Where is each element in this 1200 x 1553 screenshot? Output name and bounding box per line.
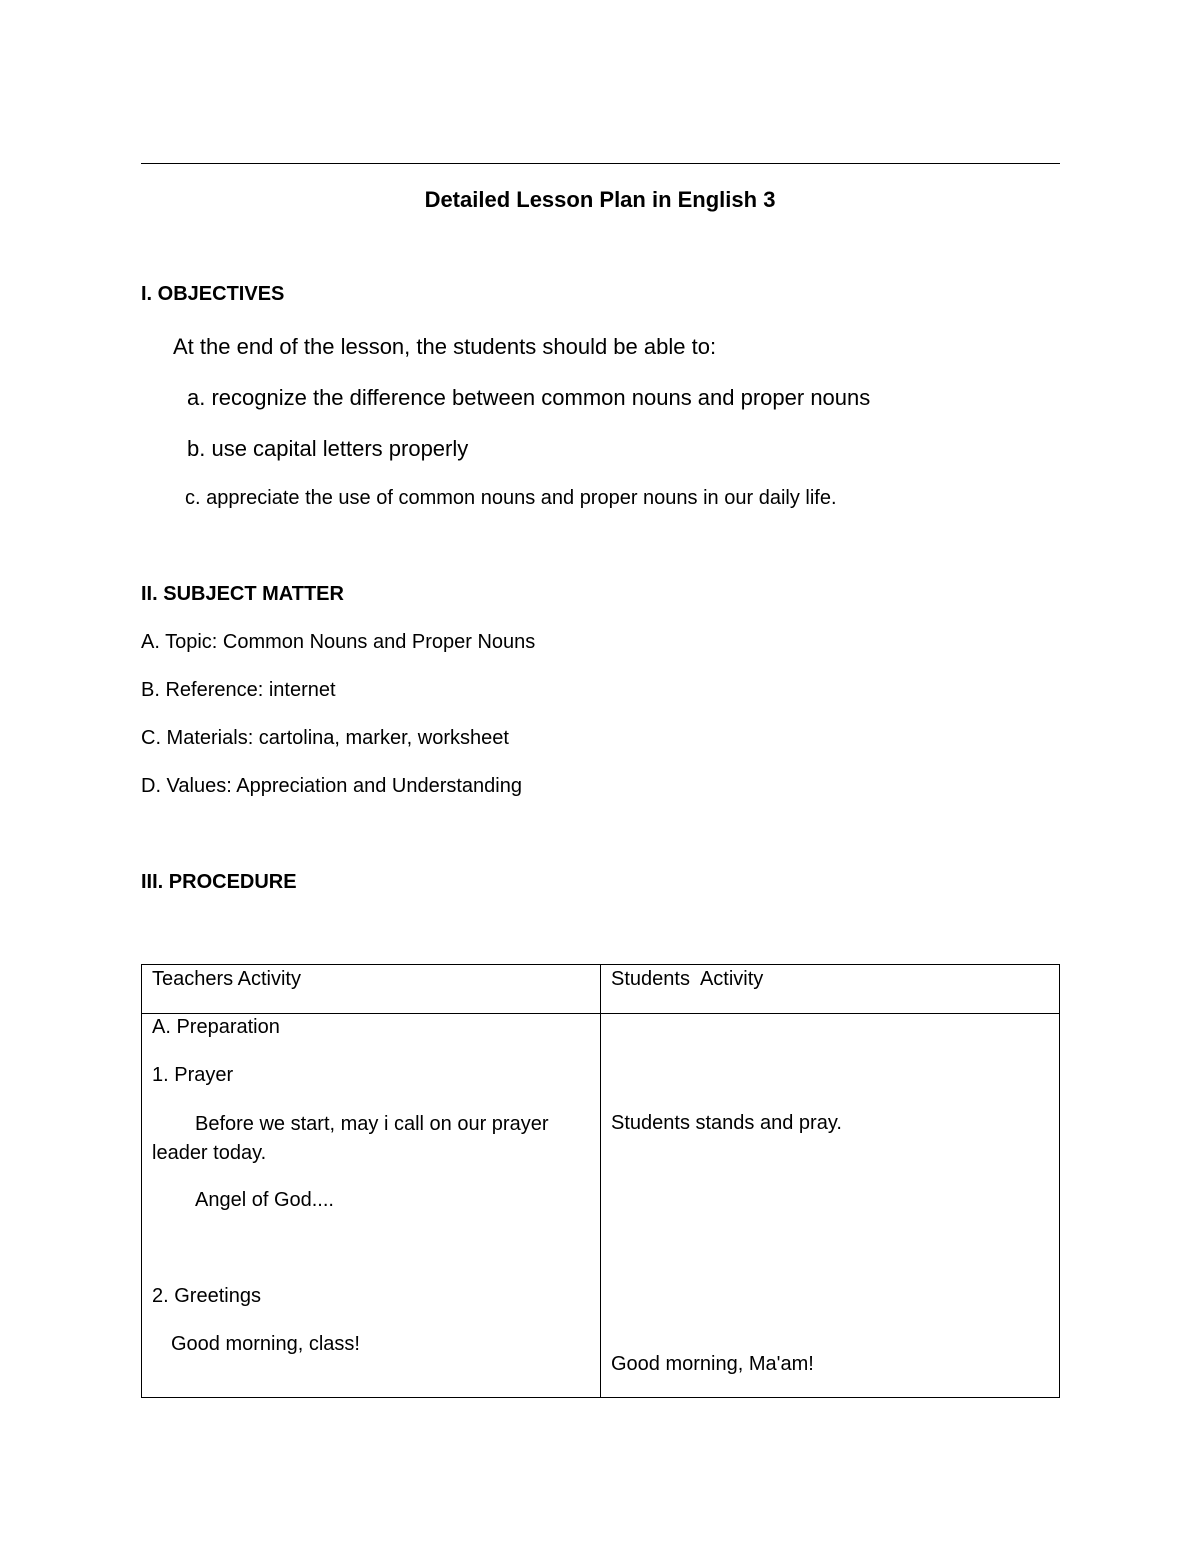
subject-matter-materials: C. Materials: cartolina, marker, worksheet [141,727,509,749]
greetings-label: 2. Greetings [152,1285,261,1307]
table-header-row [142,965,1060,1014]
objective-item-c: c. appreciate the use of common nouns and proper nouns in our daily life. [185,487,837,509]
teachers-activity-header-label: Teachers Activity [152,968,301,990]
subject-matter-values: D. Values: Appreciation and Understanding [141,775,522,797]
objectives-heading: I. OBJECTIVES [141,283,285,305]
top-rule [141,163,1060,164]
prayer-label: 1. Prayer [152,1064,234,1086]
document-title: Detailed Lesson Plan in English 3 [424,187,776,212]
preparation-label: A. Preparation [152,1016,280,1038]
prayer-response: Angel of God.... [195,1189,334,1211]
students-activity-cell [601,1014,1060,1398]
procedure-heading: III. PROCEDURE [141,871,297,893]
teachers-activity-header [142,965,601,1014]
student-greetings-response: Good morning, Ma'am! [611,1353,814,1375]
greetings-text: Good morning, class! [171,1333,360,1355]
objective-item-a: a. recognize the difference between common nouns and proper nouns [187,385,871,410]
subject-matter-topic: A. Topic: Common Nouns and Proper Nouns [141,631,536,653]
objectives-intro: At the end of the lesson, the students should be able to: [173,334,717,359]
students-activity-header [601,965,1060,1014]
procedure-table [141,964,1060,1398]
objective-item-b: b. use capital letters properly [187,436,469,461]
subject-matter-heading: II. SUBJECT MATTER [141,583,344,605]
table-row [142,1014,1060,1398]
prayer-text: Before we start, may i call on our prayer leader today. [152,1113,549,1164]
subject-matter-reference: B. Reference: internet [141,679,336,701]
teachers-activity-cell [142,1014,601,1398]
student-prayer-response: Students stands and pray. [611,1112,842,1134]
students-activity-header-label: Students Activity [611,968,764,990]
